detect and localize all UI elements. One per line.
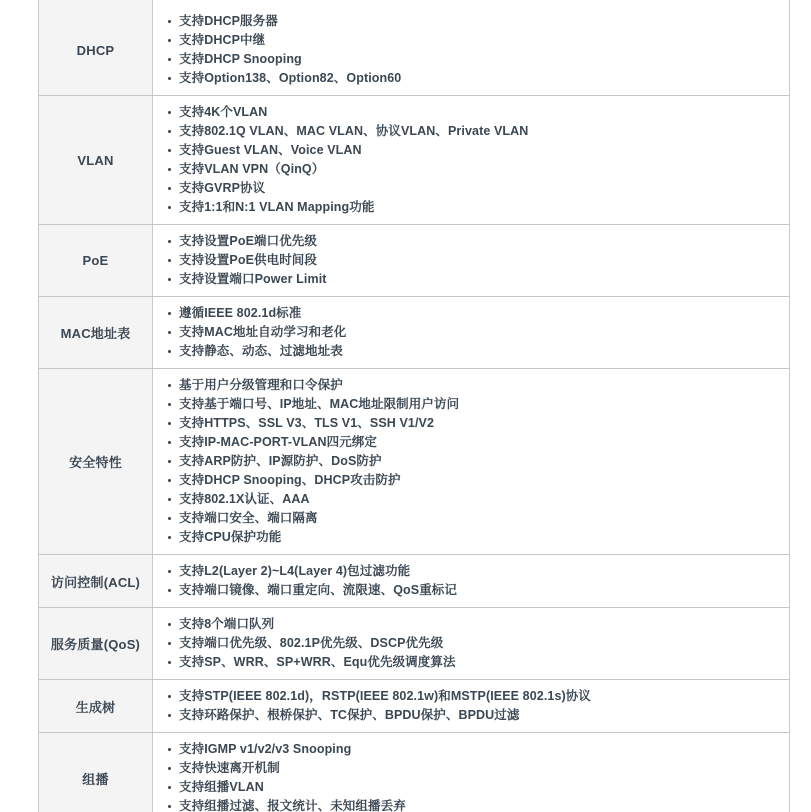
- row-category-label: 组播: [39, 733, 153, 812]
- feature-item: 支持基于端口号、IP地址、MAC地址限制用户访问: [153, 395, 779, 414]
- row-feature-content: [153, 555, 789, 607]
- feature-item: 支持CPU保护功能: [153, 528, 779, 547]
- feature-list: [153, 376, 779, 547]
- feature-item: 支持DHCP Snooping、DHCP攻击防护: [153, 471, 779, 490]
- table-row: [39, 5, 789, 96]
- feature-item: 支持STP(IEEE 802.1d)，RSTP(IEEE 802.1w)和MSTP(IEEE 802.1s)协议: [153, 687, 779, 706]
- row-category-label: DHCP: [39, 5, 153, 95]
- row-feature-content: [153, 369, 789, 554]
- feature-item: 支持DHCP服务器: [153, 12, 779, 31]
- feature-item: 支持ARP防护、IP源防护、DoS防护: [153, 452, 779, 471]
- row-feature-content: [153, 297, 789, 368]
- feature-list: [153, 12, 779, 88]
- feature-item: 支持设置PoE端口优先级: [153, 232, 779, 251]
- feature-list: [153, 103, 779, 217]
- feature-item: 支持DHCP中继: [153, 31, 779, 50]
- feature-item: 支持组播过滤、报文统计、未知组播丢弃: [153, 797, 779, 812]
- table-row: [39, 225, 789, 297]
- feature-item: 支持IGMP v1/v2/v3 Snooping: [153, 740, 779, 759]
- row-feature-content: [153, 5, 789, 95]
- table-row: [39, 733, 789, 812]
- feature-item: 支持端口优先级、802.1P优先级、DSCP优先级: [153, 634, 779, 653]
- feature-item: 支持Option138、Option82、Option60: [153, 69, 779, 88]
- feature-item: 支持MAC地址自动学习和老化: [153, 323, 779, 342]
- feature-item: 支持DHCP Snooping: [153, 50, 779, 69]
- feature-item: 支持L2(Layer 2)~L4(Layer 4)包过滤功能: [153, 562, 779, 581]
- product-spec-table: [38, 0, 790, 812]
- feature-list: [153, 740, 779, 812]
- feature-item: 支持VLAN VPN（QinQ）: [153, 160, 779, 179]
- feature-item: 支持1:1和N:1 VLAN Mapping功能: [153, 198, 779, 217]
- row-category-label: 服务质量(QoS): [39, 608, 153, 679]
- row-feature-content: [153, 96, 789, 224]
- feature-list: [153, 232, 779, 289]
- feature-item: 支持Guest VLAN、Voice VLAN: [153, 141, 779, 160]
- feature-item: 支持组播VLAN: [153, 778, 779, 797]
- feature-item: 支持SP、WRR、SP+WRR、Equ优先级调度算法: [153, 653, 779, 672]
- feature-list: [153, 687, 779, 725]
- row-category-label: VLAN: [39, 96, 153, 224]
- table-row: [39, 680, 789, 733]
- feature-list: [153, 562, 779, 600]
- feature-item: 支持HTTPS、SSL V3、TLS V1、SSH V1/V2: [153, 414, 779, 433]
- row-feature-content: [153, 733, 789, 812]
- feature-list: [153, 615, 779, 672]
- row-category-label: 生成树: [39, 680, 153, 732]
- table-row: [39, 369, 789, 555]
- table-row: [39, 297, 789, 369]
- row-feature-content: [153, 225, 789, 296]
- feature-item: 支持设置PoE供电时间段: [153, 251, 779, 270]
- row-feature-content: [153, 608, 789, 679]
- feature-item: 支持设置端口Power Limit: [153, 270, 779, 289]
- feature-item: 支持端口镜像、端口重定向、流限速、QoS重标记: [153, 581, 779, 600]
- row-category-label: PoE: [39, 225, 153, 296]
- feature-item: 基于用户分级管理和口令保护: [153, 376, 779, 395]
- feature-item: 支持IP-MAC-PORT-VLAN四元绑定: [153, 433, 779, 452]
- feature-item: 支持GVRP协议: [153, 179, 779, 198]
- feature-item: 支持快速离开机制: [153, 759, 779, 778]
- feature-item: 支持静态、动态、过滤地址表: [153, 342, 779, 361]
- feature-item: 支持环路保护、根桥保护、TC保护、BPDU保护、BPDU过滤: [153, 706, 779, 725]
- feature-item: 支持端口安全、端口隔离: [153, 509, 779, 528]
- feature-list: [153, 304, 779, 361]
- table-row: [39, 608, 789, 680]
- row-category-label: 访问控制(ACL): [39, 555, 153, 607]
- row-category-label: 安全特性: [39, 369, 153, 554]
- row-category-label: MAC地址表: [39, 297, 153, 368]
- feature-item: 支持802.1X认证、AAA: [153, 490, 779, 509]
- table-row: [39, 555, 789, 608]
- table-rows-container: [39, 5, 789, 812]
- feature-item: 支持802.1Q VLAN、MAC VLAN、协议VLAN、Private VLAN: [153, 122, 779, 141]
- feature-item: 支持4K个VLAN: [153, 103, 779, 122]
- feature-item: 支持8个端口队列: [153, 615, 779, 634]
- table-row: [39, 96, 789, 225]
- feature-item: 遵循IEEE 802.1d标准: [153, 304, 779, 323]
- row-feature-content: [153, 680, 789, 732]
